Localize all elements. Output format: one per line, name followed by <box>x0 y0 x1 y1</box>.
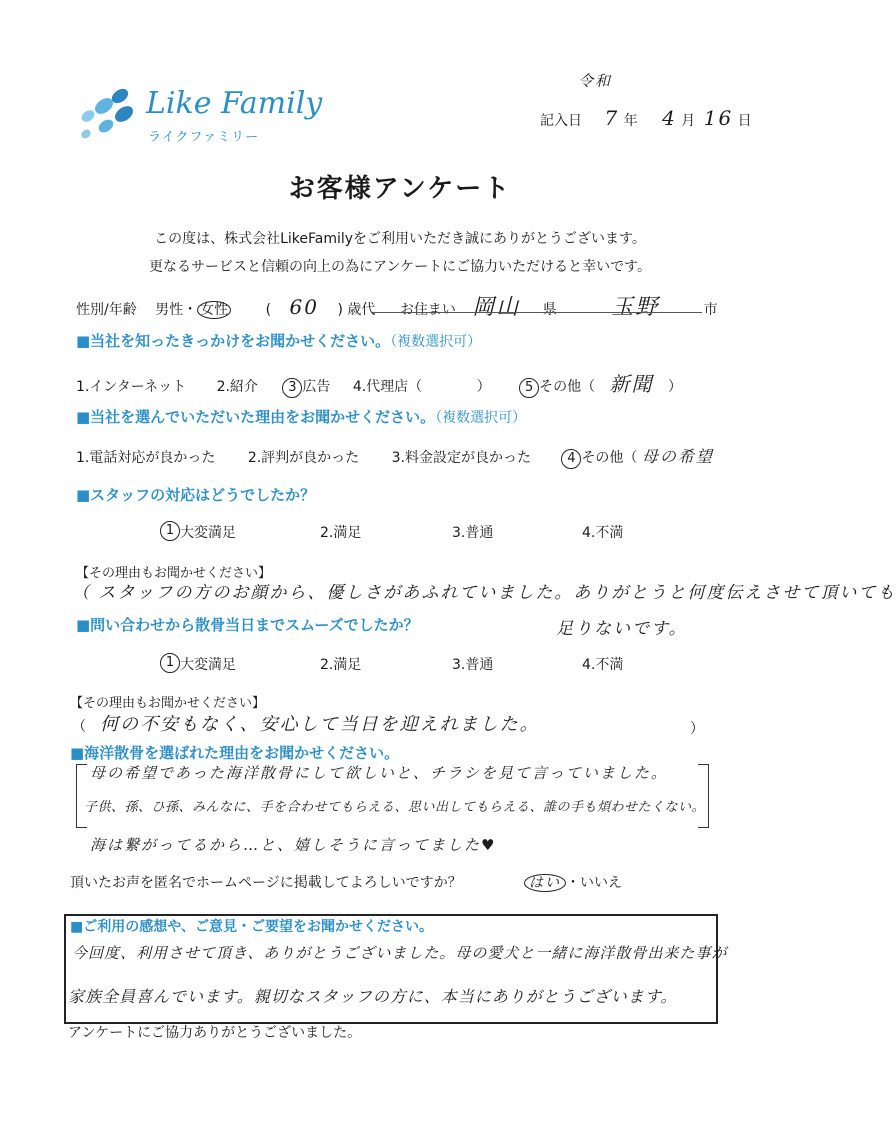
feedback-line-1: 今回度、利用させて頂き、ありがとうございました。母の愛犬と一緒に海洋散骨出来た事が <box>72 944 728 962</box>
q2-option-reputation: 2.評判が良かった <box>247 450 360 466</box>
date-month-unit: 月 <box>681 113 696 129</box>
q3-option-1-circled: 1 <box>160 521 180 541</box>
q4-reason-text: 何の不安もなく、安心して当日を迎えれました。 <box>100 714 540 735</box>
q3-option-dissatisfied: 4.不満 <box>582 525 624 541</box>
date-label: 記入日 <box>540 113 582 129</box>
age-value: 60 <box>289 295 319 319</box>
gender-female-selected <box>197 301 231 319</box>
q3-options <box>160 522 640 544</box>
logo <box>72 82 352 152</box>
water-drops-icon <box>72 84 142 144</box>
permission-separator: ・ <box>566 875 580 891</box>
age-unit: 歳代 <box>347 302 376 318</box>
profile-row: 性別/年齢 男性・ 女性 ( 60 ) 歳代 お住まい 岡山 県 玉野 市 <box>76 295 718 320</box>
gender-female: 女性 <box>200 302 229 318</box>
permission-question: 頂いたお声を匿名でホームページに掲載してよろしいですか？ <box>70 875 462 891</box>
address-label: お住まい <box>399 302 456 318</box>
city-unit: 市 <box>703 302 718 318</box>
feedback-title: ■ご利用の感想や、ご意見・ご要望をお聞かせください。 <box>70 919 433 935</box>
permission-no: いいえ <box>580 875 622 891</box>
prefecture-unit: 県 <box>542 302 557 318</box>
q2-option-price: 3.料金設定が良かった <box>391 450 531 466</box>
thanks-text: アンケートにご協力ありがとうございました。 <box>68 1025 362 1041</box>
q1-option-internet: 1.インターネット <box>76 379 187 395</box>
q1-title <box>76 330 481 351</box>
date-era: 令和 <box>578 72 613 90</box>
q5-title: ■海洋散骨を選ばれた理由をお聞かせください。 <box>70 744 400 762</box>
gender-male: 男性 <box>155 302 184 318</box>
q2-option-other: その他（ <box>581 450 638 466</box>
date-year: 7 <box>604 106 620 130</box>
q4-reason-open: （ <box>72 719 86 735</box>
date-month: 4 <box>662 106 677 130</box>
q1-options <box>76 368 682 398</box>
city-value: 玉野 <box>611 295 660 320</box>
q4-options <box>160 654 640 676</box>
q4-reason-label: 【その理由もお聞かせください】 <box>70 696 266 711</box>
q5-answer-line-1: 母の希望であった海洋散骨にして欲しいと、チラシを見て言っていました。 <box>90 764 668 782</box>
q1-title-text: ■当社を知ったきっかけをお聞かせください。 <box>76 332 391 350</box>
q1-option-agency-close: ） <box>476 379 491 395</box>
logo-name: Like Family <box>146 86 323 121</box>
feedback-line-2: 家族全員喜んでいます。親切なスタッフの方に、本当にありがとうございます。 <box>68 987 678 1006</box>
q1-option-3-circled: 3 <box>282 378 302 398</box>
intro-line-2: 更なるサービスと信頼の向上の為にアンケートにご協力いただけると幸いです。 <box>148 259 652 275</box>
q4-option-dissatisfied: 4.不満 <box>582 657 624 673</box>
q4-option-very-satisfied: 大変満足 <box>180 657 236 673</box>
gender-separator: ・ <box>183 302 198 318</box>
q3-title: ■スタッフの対応はどうでしたか？ <box>76 486 316 504</box>
q3-reason-line-2: 足りないです。 <box>556 619 688 639</box>
q1-note: （複数選択可） <box>390 334 482 350</box>
q3-option-normal: 3.普通 <box>452 525 494 541</box>
q1-option-ad: 広告 <box>302 379 331 395</box>
q3-reason-label: 【その理由もお聞かせください】 <box>76 566 272 581</box>
q2-other-value: 母の希望 <box>641 447 714 466</box>
q1-option-agency: 4.代理店（ <box>352 379 423 395</box>
prefecture-value: 岡山 <box>472 295 521 320</box>
q4-option-1-circled: 1 <box>160 653 180 673</box>
q1-option-other: その他（ <box>539 379 596 395</box>
q3-reason-line-1: （ スタッフの方のお顔から、優しさがあふれていました。ありがとうと何度伝えさせて頂いても <box>72 583 896 603</box>
page-title: お客様アンケート <box>288 174 512 204</box>
q4-option-normal: 3.普通 <box>452 657 494 673</box>
q2-options <box>76 444 714 469</box>
q2-option-4-circled: 4 <box>561 449 581 469</box>
date-day: 16 <box>703 106 734 130</box>
q2-note: （複数選択可） <box>435 410 527 426</box>
q2-title <box>76 406 526 427</box>
q3-option-satisfied: 2.満足 <box>320 525 362 541</box>
q1-option-5-circled: 5 <box>519 378 539 398</box>
q5-answer-line-2: 子供、孫、ひ孫、みんなに、手を合わせてもらえる、思い出してもらえる、誰の手も煩わせたくない。 <box>84 800 706 815</box>
q1-option-referral: 2.紹介 <box>216 379 258 395</box>
q5-answer-line-3: 海は繋がってるから…と、嬉しそうに言ってました♥ <box>90 836 497 854</box>
q1-other-value: 新聞 <box>609 372 654 396</box>
date-day-unit: 日 <box>737 113 752 129</box>
logo-kana: ライクファミリー <box>148 130 260 145</box>
q4-option-satisfied: 2.満足 <box>320 657 362 673</box>
date-year-unit: 年 <box>623 113 638 129</box>
q4-title: ■問い合わせから散骨当日までスムーズでしたか？ <box>76 616 419 634</box>
gender-label: 性別/年齢 <box>76 302 137 318</box>
permission-yes-selected <box>524 874 566 892</box>
permission-answer <box>524 872 622 892</box>
q2-title-text: ■当社を選んでいただいた理由をお聞かせください。 <box>76 408 436 426</box>
q3-option-very-satisfied: 大変満足 <box>180 525 236 541</box>
q2-option-phone: 1.電話対応が良かった <box>76 450 216 466</box>
date-field <box>540 106 752 130</box>
intro-line-1: この度は、株式会社LikeFamilyをご利用いただき誠にありがとうございます。 <box>154 231 646 247</box>
q4-reason-close: ） <box>690 721 704 737</box>
permission-yes: はい <box>529 875 561 891</box>
profile-underline <box>372 312 702 313</box>
q1-option-other-close: ） <box>668 379 682 395</box>
